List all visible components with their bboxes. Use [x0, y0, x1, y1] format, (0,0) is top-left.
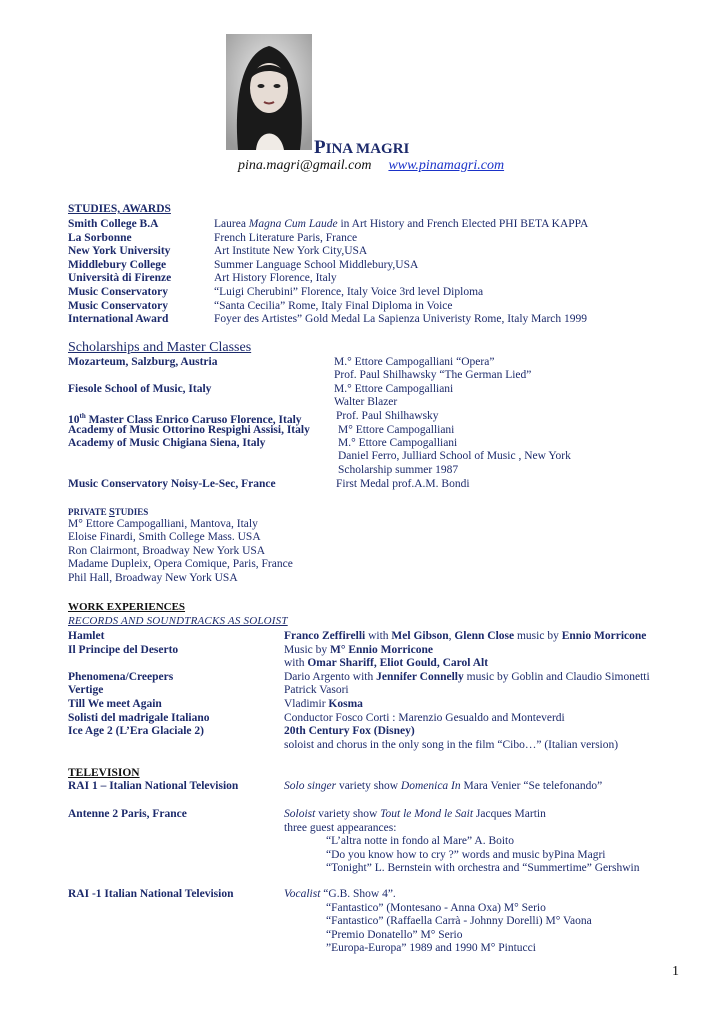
study-value [214, 218, 588, 231]
study-label: International Award [68, 313, 169, 326]
work-detail [284, 739, 618, 752]
scholarship-teacher: M.° Ettore Campogalliani “Opera” [334, 356, 495, 368]
private-teacher: Madame Dupleix, Opera Comique, Paris, France [68, 558, 293, 571]
work-detail [284, 712, 565, 725]
study-label: Middlebury College [68, 258, 167, 271]
name-initial: P [314, 137, 326, 158]
work-title: Solisti del madrigale Italiano [68, 711, 210, 724]
work-detail-part: M° Ennio Morricone [330, 643, 433, 656]
tv-appearance-part: Tout le Mond le Sait [380, 808, 474, 820]
study-value [214, 259, 418, 272]
study-label: Music Conservatory [68, 299, 168, 312]
tv-appearance [284, 888, 396, 901]
study-value-text: Art Institute New York City,USA [214, 245, 368, 258]
scholarship-label-sup: th [79, 412, 86, 420]
tv-song: “L’altra notte in fondo al Mare” A. Boito [326, 835, 514, 847]
work-heading: WORK EXPERIENCES [68, 601, 186, 613]
tv-appearance-part: Vocalist [284, 888, 321, 900]
study-value-text: Laurea [214, 218, 249, 230]
study-value [214, 232, 357, 245]
study-label: Music Conservatory [68, 286, 168, 298]
scholarship-label [68, 383, 211, 396]
tv-appearance-part: “G.B. Show 4”. [320, 888, 396, 900]
scholarship-label-text: Academy of Music Ottorino Respighi Assisi, Italy [68, 424, 310, 436]
scholarship-teacher: M.° Ettore Campogalliani [334, 383, 454, 395]
tv-song: “Tonight” L. Bernstein with orchestra and “Summertime” Gershwin [326, 862, 640, 875]
work-title: Phenomena/Creepers [68, 670, 174, 683]
scholarship-teacher: Prof. Paul Shilhawsky “The German Lied” [334, 369, 532, 382]
tv-appearance-part: Domenica In [400, 780, 461, 792]
website-link[interactable]: www.pinamagri.com [388, 158, 505, 173]
work-detail-part: Vladimir [284, 698, 329, 710]
private-teacher: Phil Hall, Broadway New York USA [68, 571, 238, 584]
tv-show: “Fantastico” (Montesano - Anna Oxa) M° Serio [326, 902, 546, 914]
work-detail [284, 684, 349, 697]
work-title: Ice Age 2 (L’Era Glaciale 2) [68, 725, 204, 738]
private-heading-post: TUDIES [114, 507, 149, 517]
portrait-photo [226, 34, 312, 150]
work-title: Vertige [68, 684, 104, 697]
scholarship-label-text: Academy of Music Chigiana Siena, Italy [68, 437, 266, 449]
work-detail-part: Dario Argento with [284, 670, 377, 683]
tv-show: “Premio Donatello” M° Serio [326, 928, 463, 941]
work-detail-part: soloist and chorus in the only song in the film “Cibo…” (Italian version) [284, 738, 619, 751]
scholarship-label [68, 437, 265, 450]
television-heading: TELEVISION [68, 767, 140, 779]
work-detail [284, 698, 363, 711]
study-value [214, 300, 452, 313]
study-value [214, 313, 587, 326]
work-title: Till We meet Again [68, 698, 162, 710]
work-detail-part: Jennifer Connelly [376, 670, 464, 683]
scholarship-teacher: Scholarship summer 1987 [338, 463, 459, 476]
study-label: Smith College B.A [68, 218, 159, 230]
study-value-rest: in Art History and French Elected PHI BETA KAPPA [337, 218, 589, 230]
tv-show: “Fantastico” (Raffaella Carrà - Johnny Dorelli) M° Vaona [326, 915, 592, 928]
work-detail-part: Conductor Fosco Corti : Marenzio Gesualdo and Monteverdi [284, 711, 565, 724]
work-detail-part: music by [514, 630, 562, 642]
tv-appearance-part: Mara Venier “Se telefonando” [460, 780, 603, 792]
study-value-text: Art History Florence, Italy [214, 272, 337, 285]
work-detail [284, 725, 415, 738]
work-detail-part: Omar Shariff, Eliot Gould, Carol Alt [307, 657, 489, 670]
work-detail-part: Patrick Vasori [284, 684, 349, 697]
study-value-text: “Santa Cecilia” Rome, Italy Final Diploma in Voice [214, 299, 453, 312]
tv-song: “Do you know how to cry ?” words and music byPina Magri [326, 848, 606, 861]
work-detail [284, 657, 488, 670]
study-value-italic: Magna Cum Laude [248, 218, 338, 230]
scholarships-heading: Scholarships and Master Classes [68, 340, 252, 355]
work-detail-part: , [448, 630, 455, 642]
work-detail-part: Glenn Close [454, 630, 515, 642]
study-value-text: Foyer des Artistes” Gold Medal La Sapienza Univeristy Rome, Italy March 1999 [214, 313, 588, 326]
work-detail-part: music by Goblin and Claudio Simonetti [463, 670, 650, 683]
work-title: Il Principe del Deserto [68, 643, 179, 656]
tv-channel-label: RAI -1 Italian National Television [68, 888, 234, 900]
scholarship-label-text: Master Class Enrico Caruso Florence, Italy [85, 413, 302, 426]
work-detail-part: Kosma [328, 698, 363, 710]
private-teacher: Eloise Finardi, Smith College Mass. USA [68, 531, 261, 544]
study-value-text: Summer Language School Middlebury,USA [214, 258, 419, 271]
study-label: Università di Firenze [68, 272, 172, 285]
tv-appearance [284, 780, 602, 793]
work-detail-part: 20th Century Fox (Disney) [284, 725, 415, 738]
work-detail-part: Mel Gibson [391, 630, 449, 642]
tv-channel-label: Antenne 2 Paris, France [68, 808, 187, 820]
scholarship-label [68, 478, 276, 491]
private-heading-pre: PRIVATE [68, 507, 109, 517]
scholarship-teacher: Prof. Paul Shilhawsky [336, 410, 439, 422]
scholarship-teacher: Daniel Ferro, Julliard School of Music , New York [338, 450, 571, 463]
scholarship-teacher: Walter Blazer [334, 396, 398, 409]
work-detail [284, 671, 650, 684]
tv-appearance [284, 808, 546, 821]
private-studies-heading [68, 507, 148, 518]
studies-heading: STUDIES, AWARDS [68, 203, 171, 215]
work-detail-part: Music by [284, 643, 330, 656]
scholarship-label-text: Music Conservatory Noisy-Le-Sec, France [68, 478, 276, 490]
scholarship-label [68, 356, 217, 369]
private-teacher: Ron Clairmont, Broadway New York USA [68, 544, 266, 557]
scholarship-label-number: 10 [68, 413, 80, 426]
work-title: Hamlet [68, 630, 105, 642]
scholarship-label-text: Mozarteum, Salzburg, Austria [68, 356, 218, 368]
name-rest: INA MAGRI [325, 141, 410, 157]
scholarship-teacher: First Medal prof.A.M. Bondi [336, 478, 470, 490]
tv-appearance-part: Solo singer [284, 780, 337, 792]
work-detail [284, 630, 646, 643]
scholarship-teacher: M° Ettore Campogalliani [338, 424, 455, 436]
email: pina.magri@gmail.com [238, 158, 372, 173]
tv-show: ”Europa-Europa” 1989 and 1990 M° Pintucci [326, 942, 536, 955]
contact-line [238, 158, 504, 174]
work-detail-part: with [365, 630, 392, 642]
study-value [214, 286, 483, 299]
tv-appearance-part: variety show [336, 780, 401, 792]
candidate-name [314, 137, 409, 160]
tv-appearance-part: variety show [315, 808, 381, 820]
page-number: 1 [672, 964, 679, 979]
records-subheading: RECORDS AND SOUNDTRACKS AS SOLOIST [68, 615, 288, 627]
scholarship-label-text: Fiesole School of Music, Italy [68, 383, 212, 395]
study-value [214, 245, 367, 258]
work-detail-part: with [284, 657, 308, 670]
study-label: New York University [68, 245, 171, 258]
tv-appearance-part: Jacques Martin [473, 808, 546, 820]
work-detail [284, 644, 433, 657]
tv-appearance-part: Soloist [284, 808, 316, 820]
private-teacher: M° Ettore Campogalliani, Mantova, Italy [68, 518, 258, 530]
tv-guest-note: three guest appearances: [284, 822, 397, 834]
study-value-text: French Literature Paris, France [214, 231, 358, 244]
scholarship-label [68, 424, 310, 437]
scholarship-teacher: M.° Ettore Campogalliani [338, 437, 458, 449]
private-heading-initial: S [108, 507, 115, 518]
work-detail-part: Ennio Morricone [561, 630, 647, 642]
work-detail-part: Franco Zeffirelli [284, 630, 366, 642]
study-value-text: “Luigi Cherubini” Florence, Italy Voice 3rd level Diploma [214, 286, 484, 298]
study-value [214, 272, 337, 285]
tv-channel-label: RAI 1 – Italian National Television [68, 780, 239, 792]
study-label: La Sorbonne [68, 231, 132, 244]
